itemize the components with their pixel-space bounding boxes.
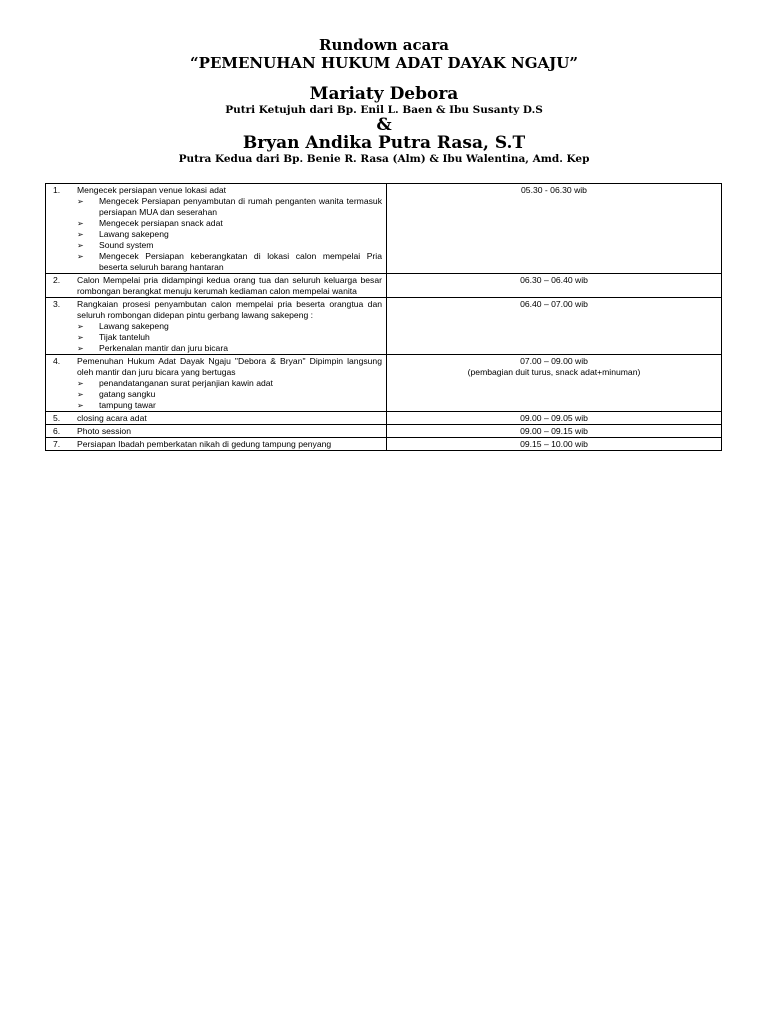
bride-parents: Putri Ketujuh dari Bp. Enil L. Baen & Ibu Susanty D.S [225,104,543,116]
activity-text: closing acara adat [77,413,147,423]
activity-cell [46,412,387,425]
time-cell [387,274,722,298]
list-item [50,229,382,240]
time-text: 09.00 – 09.05 wib [520,413,588,423]
title-line-2: “PEMENUHAN HUKUM ADAT DAYAK NGAJU” [190,54,578,72]
table-row [46,298,722,355]
list-item [50,218,382,229]
time-text: 06.40 – 07.00 wib [520,299,588,309]
activity-text: Persiapan Ibadah pemberkatan nikah di gedung tampung penyang [77,439,332,449]
time-text: 06.30 – 06.40 wib [520,275,588,285]
arrow-bullet-icon: ➢ [77,379,84,388]
sub-activity-text: Mengecek Persiapan keberangkatan di lokasi calon mempelai Pria beserta seluruh barang hantaran [99,251,382,272]
list-item [50,251,382,273]
sub-activity-text: Lawang sakepeng [99,229,169,239]
time-text: 07.00 – 09.00 wib [520,356,588,366]
list-item [50,332,382,343]
arrow-bullet-icon: ➢ [77,333,84,342]
sub-activity-text: gatang sangku [99,389,156,399]
table-row [46,184,722,274]
time-cell [387,184,722,274]
time-note: (pembagian duit turus, snack adat+minuman) [467,367,641,377]
row-number: 6. [53,426,61,436]
list-item [50,400,382,411]
activity-cell [46,298,387,355]
activity-cell [46,355,387,412]
row-number: 4. [53,356,61,366]
arrow-bullet-icon: ➢ [77,230,84,239]
list-item [50,196,382,218]
table-row [46,412,722,425]
arrow-bullet-icon: ➢ [77,322,84,331]
sub-activity-text: Perkenalan mantir dan juru bicara [99,343,228,353]
activity-cell [46,274,387,298]
arrow-bullet-icon: ➢ [77,344,84,353]
row-number: 1. [53,185,61,195]
groom-name: Bryan Andika Putra Rasa, S.T [242,133,526,153]
activity-text: Calon Mempelai pria didampingi kedua orang tua dan seluruh keluarga besar rombongan berangkat menuju kerumah kediaman calon mempelai wanita [77,275,382,296]
list-item [50,321,382,332]
time-cell [387,412,722,425]
groom-parents: Putra Kedua dari Bp. Benie R. Rasa (Alm) & Ibu Walentina, Amd. Kep [178,153,590,165]
table-row [46,355,722,412]
list-item [50,240,382,251]
time-cell [387,298,722,355]
activity-text: Pemenuhan Hukum Adat Dayak Ngaju "Debora & Bryan" Dipimpin langsung oleh mantir dan juru bicara yang bertugas [77,356,382,377]
sub-activity-text: tampung tawar [99,400,156,410]
arrow-bullet-icon: ➢ [77,390,84,399]
arrow-bullet-icon: ➢ [77,252,84,261]
row-number: 7. [53,439,61,449]
time-text: 05.30 - 06.30 wib [521,185,587,195]
time-text: 09.00 – 09.15 wib [520,426,588,436]
bride-name: Mariaty Debora [309,84,459,104]
table-row [46,425,722,438]
sub-activity-text: penandatanganan surat perjanjian kawin adat [99,378,273,388]
title-line-1: Rundown acara [318,36,449,54]
arrow-bullet-icon: ➢ [77,401,84,410]
arrow-bullet-icon: ➢ [77,219,84,228]
list-item [50,378,382,389]
time-cell [387,438,722,451]
row-number: 2. [53,275,61,285]
sub-activity-text: Mengecek Persiapan penyambutan di rumah penganten wanita termasuk persiapan MUA dan seserahan [99,196,382,217]
sub-activity-text: Mengecek persiapan snack adat [99,218,223,228]
list-item [50,343,382,354]
sub-activity-text: Lawang sakepeng [99,321,169,331]
list-item [50,389,382,400]
row-number: 5. [53,413,61,423]
arrow-bullet-icon: ➢ [77,197,84,206]
time-cell [387,355,722,412]
row-number: 3. [53,299,61,309]
sub-activity-text: Tijak tanteluh [99,332,150,342]
ampersand: & [376,115,392,135]
arrow-bullet-icon: ➢ [77,241,84,250]
table-row [46,438,722,451]
time-cell [387,425,722,438]
activity-text: Photo session [77,426,131,436]
activity-cell [46,425,387,438]
document-header [0,36,768,166]
activity-text: Mengecek persiapan venue lokasi adat [77,185,227,195]
time-text: 09.15 – 10.00 wib [520,439,588,449]
activity-cell [46,438,387,451]
sub-activity-text: Sound system [99,240,154,250]
rundown-table [45,183,722,451]
activity-cell [46,184,387,274]
activity-text: Rangkaian prosesi penyambutan calon mempelai pria beserta orangtua dan seluruh rombongan didepan pintu gerbang lawang sakepeng : [77,299,382,320]
table-row [46,274,722,298]
